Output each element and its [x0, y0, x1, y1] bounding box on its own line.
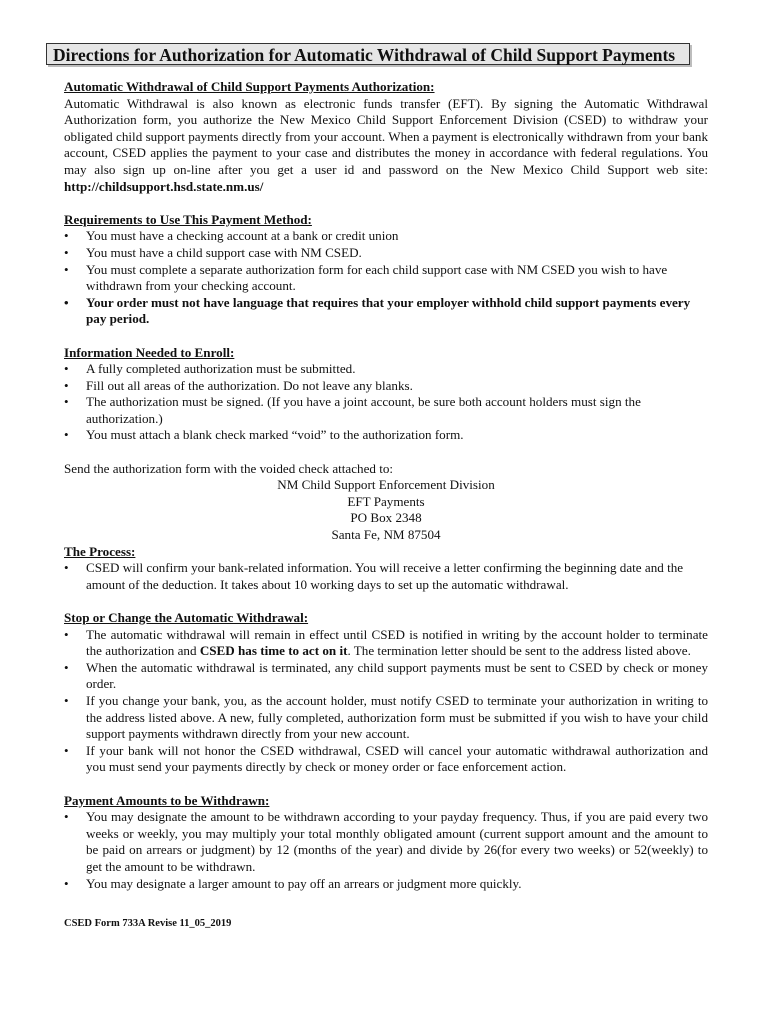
list-item: • If you change your bank, you, as the account holder, must notify CSED to terminate your authorization in writing to the address listed above. A new, fully completed, authorization form must be submitted if you wish to have your child support payments withdrawn directly from your new account.: [64, 693, 708, 743]
list-item: • A fully completed authorization must be submitted.: [64, 361, 708, 378]
send-to-intro: Send the authorization form with the voided check attached to:: [64, 460, 394, 476]
list-item: • You must complete a separate authorization form for each child support case with NM CSED you wish to have withdrawn from your checking account.: [64, 262, 708, 295]
spacer: [64, 328, 708, 345]
list-item: • The authorization must be signed. (If you have a joint account, be sure both account holders must sign the authorization.): [64, 394, 708, 427]
page-title: Directions for Authorization for Automatic Withdrawal of Child Support Payments: [46, 43, 690, 65]
intro-body: Automatic Withdrawal is also known as electronic funds transfer (EFT). By signing the Automatic Withdrawal Authorization form, you authorize the New Mexico Child Support Enforcement Division (CSED) to withdraw your obligated child support payments directly from your account. When a payment is electronically withdrawn from your bank account, CSED applies the payment to your case and distributes the money in accordance with federal regulations. You may also sign up on-line after you get a user id and password on the New Mexico Child Support web site:: [64, 95, 708, 177]
requirements-heading: Requirements to Use This Payment Method:: [64, 211, 312, 227]
list-item: • If your bank will not honor the CSED withdrawal, CSED will cancel your automatic withdrawal authorization and you must send your payments directly by check or money order or face enforcement action.: [64, 743, 708, 776]
list-item: • You must attach a blank check marked “void” to the authorization form.: [64, 427, 708, 444]
address-line: Santa Fe, NM 87504: [331, 527, 441, 543]
list-item: • You may designate a larger amount to pay off an arrears or judgment more quickly.: [64, 876, 708, 893]
address-line: EFT Payments: [347, 493, 425, 509]
list-item: • When the automatic withdrawal is terminated, any child support payments must be sent to CSED by check or money order.: [64, 660, 708, 693]
intro-paragraph: [64, 96, 708, 196]
list-item: • Fill out all areas of the authorization. Do not leave any blanks.: [64, 378, 708, 395]
info-needed-heading: Information Needed to Enroll:: [64, 344, 235, 360]
website-link[interactable]: http://childsupport.hsd.state.nm.us/: [64, 178, 264, 194]
item-text: . The termination letter should be sent to the address listed above.: [347, 643, 691, 659]
process-list: [64, 560, 708, 593]
item-text: The automatic withdrawal will remain in effect until CSED is notified in writing by the account holder to terminate the authorization and: [86, 626, 708, 659]
spacer: [64, 776, 708, 793]
info-needed-list: [64, 361, 708, 444]
spacer: [64, 195, 708, 212]
stop-change-list: [64, 627, 708, 776]
payment-amounts-heading: Payment Amounts to be Withdrawn:: [64, 792, 270, 808]
intro-heading: Automatic Withdrawal of Child Support Payments Authorization:: [64, 79, 435, 94]
address-line: NM Child Support Enforcement Division: [277, 477, 495, 493]
list-item: • You may designate the amount to be withdrawn according to your payday frequency. Thus, if you are paid every two weeks or weekly, you may multiply your total monthly obligated amount (current support amount and the amount to be paid on arrears or judgment) by 12 (months of the year) and divide by 26(for every two weeks) or 52(weekly) to get the amount to be withdrawn.: [64, 809, 708, 875]
list-item: • You must have a checking account at a bank or credit union: [64, 228, 708, 245]
stop-change-heading: Stop or Change the Automatic Withdrawal:: [64, 610, 309, 625]
spacer: [64, 444, 708, 461]
form-footer: CSED Form 733A Revise 11_05_2019: [64, 918, 232, 929]
list-item: • You must have a child support case with NM CSED.: [64, 245, 708, 262]
item-emphasis: CSED has time to act on it: [199, 643, 348, 659]
payment-amounts-list: [64, 809, 708, 892]
process-heading: The Process:: [64, 543, 136, 559]
list-item: • CSED will confirm your bank-related information. You will receive a letter confirming the beginning date and the amount of the deduction. It takes about 10 working days to set up the automatic withdrawal.: [64, 560, 708, 593]
spacer: [64, 593, 708, 610]
address-line: PO Box 2348: [350, 510, 422, 526]
mailing-address: [64, 477, 708, 543]
document-body: [64, 79, 708, 892]
list-item: [64, 627, 708, 660]
list-item: • Your order must not have language that requires that your employer withhold child support payments every pay period.: [64, 295, 708, 328]
requirements-list: [64, 228, 708, 328]
